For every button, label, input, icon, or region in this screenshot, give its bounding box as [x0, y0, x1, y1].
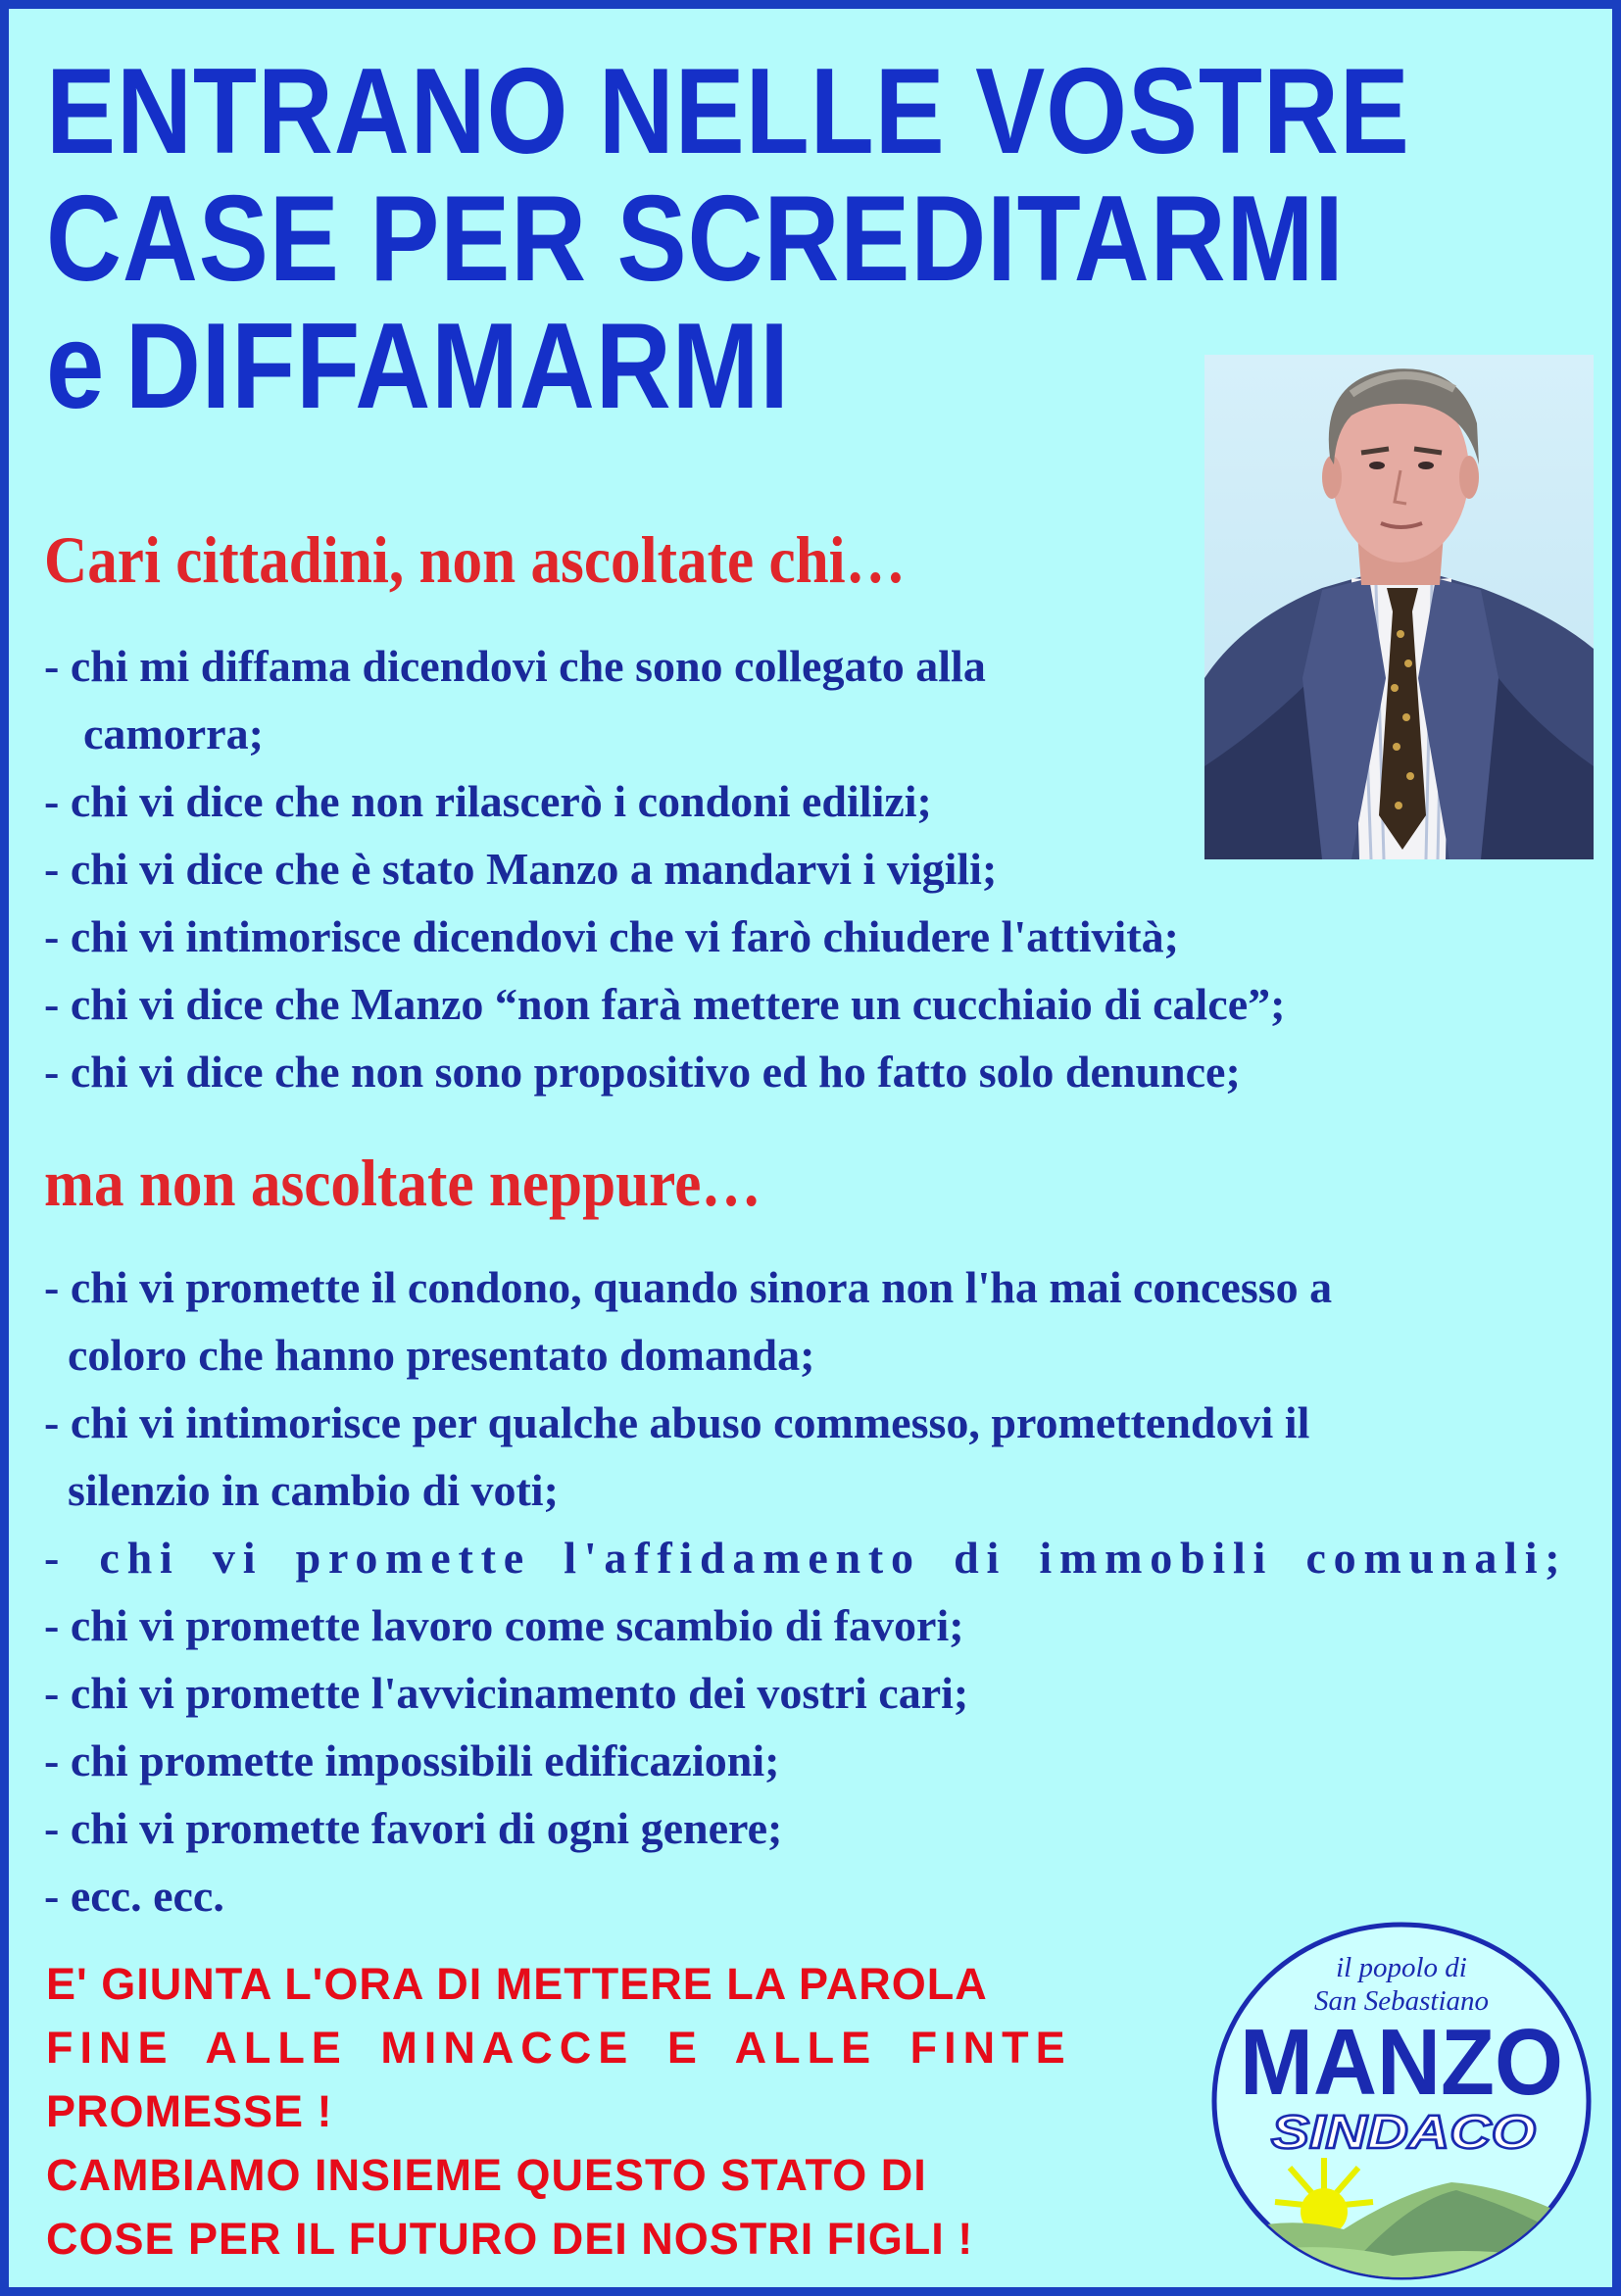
list-item: silenzio in cambio di voti;: [68, 1465, 559, 1515]
list-item: - chi vi promette l'avvicinamento dei vostri cari;: [44, 1668, 969, 1718]
logo-line-1: il popolo di: [1336, 1952, 1467, 1983]
section-1-list: [44, 632, 1285, 1105]
list-item: camorra;: [83, 708, 264, 758]
list-item: - chi vi promette lavoro come scambio di favori;: [44, 1600, 964, 1650]
closing-line: CAMBIAMO INSIEME QUESTO STATO DI: [46, 2150, 927, 2200]
section-1-heading: Cari cittadini, non ascoltate chi…: [44, 522, 906, 597]
list-item: - chi vi promette favori di ogni genere;: [44, 1803, 783, 1853]
list-item: - chi vi promette il condono, quando sinora non l'ha mai concesso a: [44, 1262, 1333, 1312]
list-item: - chi vi dice che Manzo “non farà mettere un cucchiaio di calce”;: [44, 979, 1286, 1029]
list-item: - chi vi dice che non sono propositivo ed ho fatto solo denunce;: [44, 1047, 1241, 1097]
list-item: - chi vi intimorisce dicendovi che vi farò chiudere l'attività;: [44, 911, 1179, 961]
list-item: - ecc. ecc.: [44, 1871, 224, 1921]
list-item: coloro che hanno presentato domanda;: [68, 1330, 815, 1380]
closing-line: E' GIUNTA L'ORA DI METTERE LA PAROLA: [46, 1959, 988, 2009]
closing-line: PROMESSE !: [46, 2086, 333, 2136]
list-item: - chi mi diffama dicendovi che sono collegato alla: [44, 641, 986, 691]
logo-role: SINDACO: [1271, 2107, 1536, 2159]
list-item: - chi vi dice che è stato Manzo a mandarvi i vigili;: [44, 844, 998, 894]
closing-line: COSE PER IL FUTURO DEI NOSTRI FIGLI !: [46, 2214, 974, 2264]
campaign-logo: [1206, 1918, 1596, 2285]
logo-name: MANZO: [1240, 2010, 1563, 2115]
section-2-heading: ma non ascoltate neppure…: [44, 1146, 761, 1220]
section-2-list: [44, 1253, 1567, 1930]
headline-conjunction: e: [46, 299, 106, 434]
closing-appeal: [46, 1952, 1072, 2271]
list-item: - chi vi promette l'affidamento di immobili comunali;: [44, 1533, 1568, 1583]
headline-line-1: ENTRANO NELLE VOSTRE: [46, 44, 1410, 179]
logo-emblem: [1206, 1918, 1596, 2285]
closing-line: FINE ALLE MINACCE E ALLE FINTE: [46, 2023, 1072, 2073]
list-item: - chi vi dice che non rilascerò i condoni edilizi;: [44, 776, 932, 826]
headline-keyword: DIFFAMARMI: [124, 299, 790, 434]
logo-line-2: San Sebastiano: [1313, 1985, 1490, 2017]
list-item: - chi promette impossibili edificazioni;: [44, 1735, 780, 1785]
list-item: - chi vi intimorisce per qualche abuso commesso, promettendovi il: [44, 1397, 1310, 1447]
headline-line-2: CASE PER SCREDITARMI: [46, 171, 1345, 307]
